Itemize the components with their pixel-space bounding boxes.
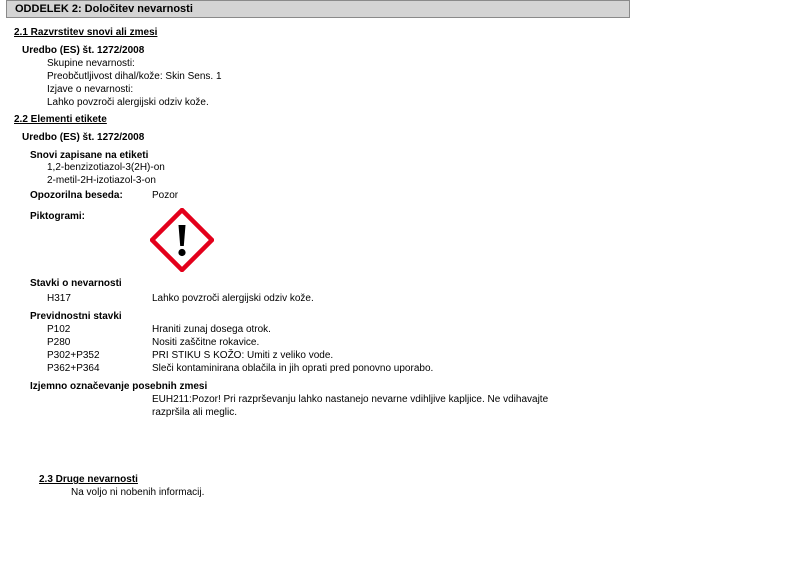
hazard-statement-text: Lahko povzroči alergijski odziv kože.: [152, 293, 314, 304]
exclamation-mark-pictogram-icon: [150, 208, 214, 272]
special-labelling-line-2: razpršila ali meglic.: [152, 407, 238, 418]
regulation-2-2: Uredbo (ES) št. 1272/2008: [22, 132, 145, 143]
statement-value: Lahko povzroči alergijski odziv kože.: [47, 97, 209, 108]
precautionary-code: P362+P364: [47, 363, 100, 374]
substance-item: 1,2-benzizotiazol-3(2H)-on: [47, 162, 165, 173]
signal-word-label: Opozorilna beseda:: [30, 190, 123, 201]
section-title: ODDELEK 2: Določitev nevarnosti: [15, 3, 193, 15]
precautionary-code: P280: [47, 337, 71, 348]
precautionary-text: PRI STIKU S KOŽO: Umiti z veliko vode.: [152, 350, 334, 361]
hazard-statements-label: Stavki o nevarnosti: [30, 278, 122, 289]
hazard-classes-label: Skupine nevarnosti:: [47, 58, 135, 69]
precautionary-text: Hraniti zunaj dosega otrok.: [152, 324, 271, 335]
signal-word-value: Pozor: [152, 190, 179, 201]
other-hazards-text: Na voljo ni nobenih informacij.: [71, 487, 205, 498]
substances-label: Snovi zapisane na etiketi: [30, 150, 149, 161]
hazard-class-value: Preobčutljivost dihal/kože: Skin Sens. 1: [47, 71, 222, 82]
heading-2-3: 2.3 Druge nevarnosti: [39, 474, 138, 485]
precautionary-text: Sleči kontaminirana oblačila in jih oprati pred ponovno uporabo.: [152, 363, 434, 374]
heading-2-2: 2.2 Elementi etikete: [14, 114, 107, 125]
precautionary-text: Nositi zaščitne rokavice.: [152, 337, 260, 348]
pictograms-label: Piktogrami:: [30, 211, 86, 222]
section-header: [6, 0, 630, 18]
precautionary-label: Previdnostni stavki: [30, 311, 122, 322]
statements-label: Izjave o nevarnosti:: [47, 84, 134, 95]
heading-2-1: 2.1 Razvrstitev snovi ali zmesi: [14, 27, 158, 38]
special-labelling-line-1: EUH211:Pozor! Pri razprševanju lahko nastanejo nevarne vdihljive kapljice. Ne vdihavajte: [152, 394, 549, 405]
precautionary-code: P102: [47, 324, 71, 335]
precautionary-code: P302+P352: [47, 350, 100, 361]
regulation-2-1: Uredbo (ES) št. 1272/2008: [22, 45, 145, 56]
special-labelling-label: Izjemno označevanje posebnih zmesi: [30, 381, 208, 392]
hazard-statement-code: H317: [47, 293, 71, 304]
substance-item: 2-metil-2H-izotiazol-3-on: [47, 175, 156, 186]
